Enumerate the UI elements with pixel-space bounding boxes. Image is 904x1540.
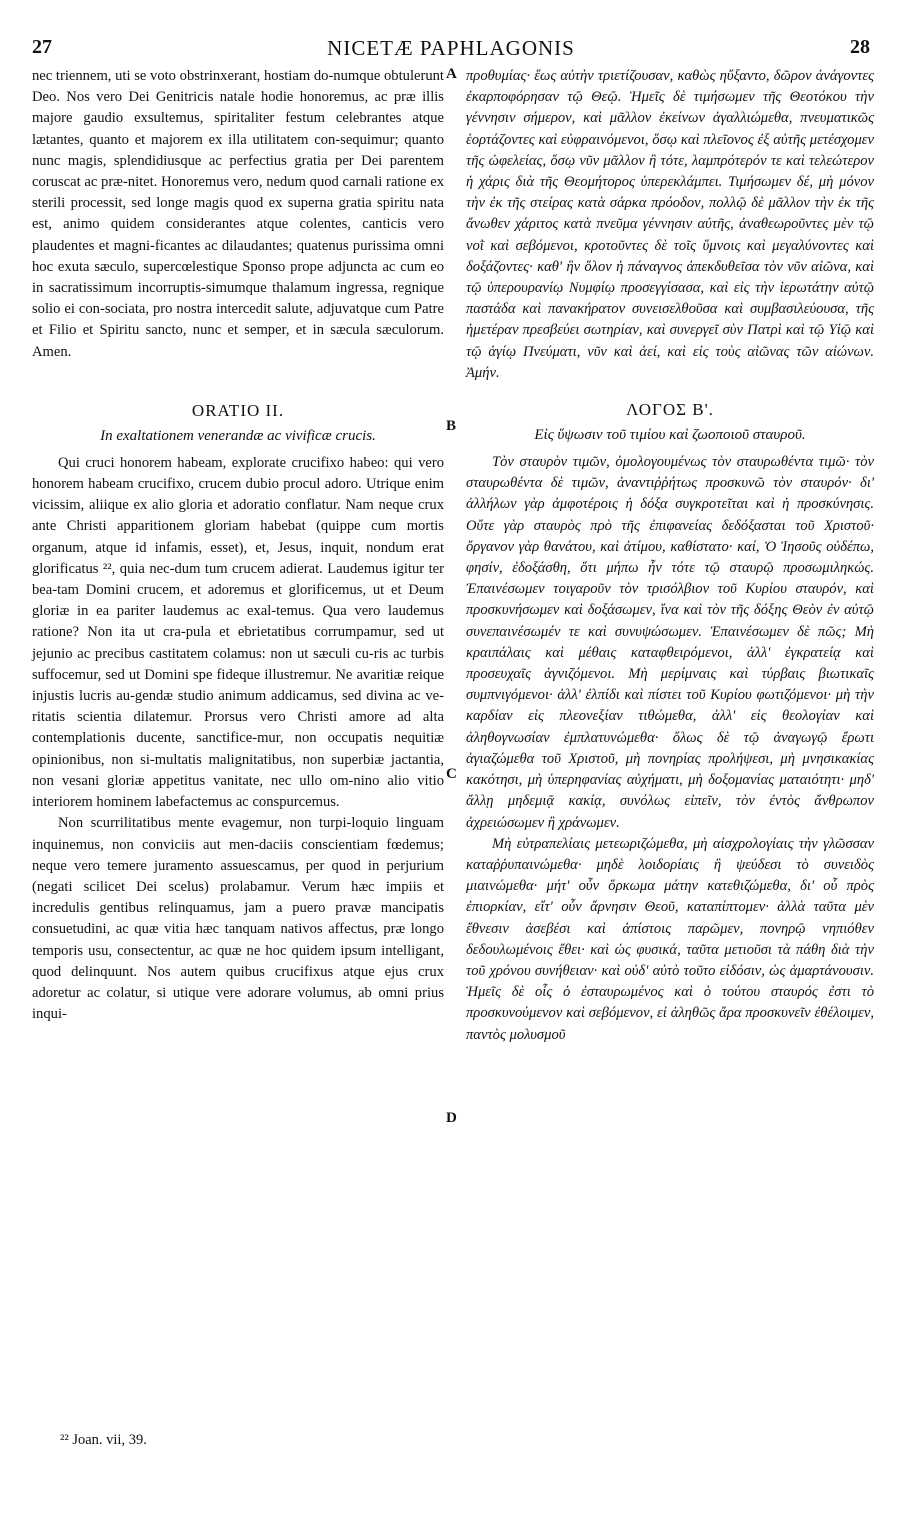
latin-intro-paragraph: nec triennem, uti se voto obstrinxerant, hostiam do-numque obtulerunt Deo. Nos vero Dei Genitricis natale hodie honoremus, ac præ illis majore gaudio exsultemus, spiritaliter festum celebrantes atque lætantes, quanto et majorem ex illa utilitatem con-sequimur; quanto nunc magis, splendidiusque ac perfectius gratia per Dei parentem coruscat ac præ-nitet. Honoremus vero, nedum quod carnali ratione ex sterili processit, sed longe magis quod ex superna gratia spiritu nata est, animo quidem considerantes atque colentes, canticis vero plaudentes et magni-ficantes ac dilaudantes; quatenus purissima omni hoc exuta sæculo, supercœlestique Sponso prope adjuncta ac cum eo in sacratissimum incorruptis-simumque thalamum ingressa, regnique solio ei con-sociata, pro nostra intercedit salute, adjuvatque cum Patre et Filio et Spiritu sancto, nunc et semper, et in sæcula sæculorum. Amen. (32, 68, 444, 360)
page-number-left: 27 (32, 36, 52, 58)
latin-paragraph-1: Qui cruci honorem habeam, explorate crucifixo habeo: qui vero honorem habeam crucifixo, crucem dubio procul adoro. Utrique enim vicissim, aliique ex alio gloria et adoratio conflatur. Nam neque crux ante Christi apparitionem gloriam habebat (quippe cum mortis organum, atque id infamis, esset), et, Jesus, inquit, nondum erat glorificatus ²², quia nec-dum tum crucem adierat. Laudemus igitur ter bea-tam Domini crucem, et adoremus et glorificemus, ut et Deum gloriæ in ea pariter laudemus ac exal-temus. Qua vero laudemus ratione? Non ita ut cra-pula et ebrietatibus corrumpamur, sed ut jejunio ac precibus castitatem colamus: non ut sæculi cu-ris ac turbis suffocemur, sed ut Domini spe fideque illustremur. Ne avaritiæ reique injustis lucris au-gendæ studio animum addicamus, sed divina ac ve-ritatis scientia dilatemur. Prorsus vero Christi amore ad alta contemplationis ducente, sanctifice-mur, non occupatis nequitiæ opinionibus, non si-multatis malignitatibus, non superbiæ jactantia, non vesani gloriæ appetitus vanitate, nec ullo om-nino alio vitio interiorem hominem labefactemus ac conspurcemus. (32, 454, 444, 811)
page-number-right: 28 (850, 36, 870, 58)
logos-subtitle: Εἰς ὕψωσιν τοῦ τιμίου καὶ ζωοποιοῦ σταυροῦ. (534, 427, 806, 444)
running-title: NICETÆ PAPHLAGONIS (327, 36, 575, 60)
greek-intro-paragraph: προθυμίας· ἕως αὐτὴν τριετίζουσαν, καθὼς ηὔξαντο, δῶρον ἀνάγοντες ἐκαρποφόρησαν τῷ Θεῷ. Ἡμεῖς δὲ τιμήσωμεν τῆς Θεοτόκου τὴν γέννησιν σήμερον, καὶ μᾶλλον ἐκείνων ἀγαλλιώμεθα, πνευματικῶς ἑορτάζοντες καὶ εὐφραινόμενοι, ὅσῳ καὶ πλεῖονος ἐξ αὐτῆς μετέσχομεν τῆς ὠφελείας, ὅσῳ νῦν μᾶλλον ἢ τότε, λαμπρότερόν τε καὶ τελεώτερον ἡ χάρις διὰ τῆς Θεομήτορος ὑπερεκλάμπει. Τιμήσωμεν δέ, μὴ μόνον τὴν ἐκ τῆς στείρας κατὰ σάρκα πρόοδον, πολλῷ δὲ μᾶλλον τὴν ἐκ τῆς ἄνωθεν χάριτος κατὰ πνεῦμα γέννησιν αὐτῆς, ἀναθεωροῦντες μὲν τῷ νοῒ καὶ σεβόμενοι, κροτοῦντες δὲ τοῖς ὕμνοις καὶ μεγαλύνοντες καὶ δοξάζοντες· καθ' ἣν ὅλον ἡ πάναγνος ἀπεκδυθεῖσα τὸν νῦν αἰῶνα, καὶ τῷ ὑπερουρανίῳ Νυμφίῳ προσεγγίσασα, καὶ εἰς τὴν ἱερωτάτην αὐτῷ παστάδα καὶ πανακήρατον συνεισελθοῦσα καὶ συμβασιλεύουσα, τῆς ἡμετέραν πρεσβεύει σωτηρίαν, καὶ συνεργεῖ σὺν Πατρὶ καὶ τῷ Υἱῷ καὶ τῷ ἁγίῳ Πνεύματι, νῦν καὶ ἀεί, καὶ εἰς τοὺς αἰῶνας τῶν αἰώνων. Ἀμήν. (466, 68, 874, 381)
latin-paragraph-2: Non scurrilitatibus mente evagemur, non turpi-loquio linguam inquinemus, non conviciis aut men-daciis conscientiam fœdemus; neque vero temere juramento assuescamus, per quod in perjurium (negati scilicet Dei scelus) prolabamur. Verum hæc impiis et incredulis gentibus relinquamus, jam a puero pravæ mancipatis consuetudini, ac quæ vitia hæc tanquam nativos affectus, præ longo temporis usu, consectentur, ac quæ ne hoc quidem ipsum intelligant, quod delinquunt. Nos autem quibus crucifixus atque ejus crux adoretur ac colatur, si utique vere adorare volumus, ab omni prius inqui- (32, 815, 444, 1023)
margin-letter-b: B (446, 418, 457, 434)
margin-letter-d: D (446, 1110, 457, 1126)
oratio-subtitle: In exaltationem venerandæ ac vivificæ crucis. (100, 427, 376, 444)
margin-letter-c: C (446, 766, 457, 782)
margin-letter-a: A (446, 66, 457, 82)
greek-column (466, 66, 874, 1046)
logos-title: ΛΟΓΟΣ Β'. (626, 400, 714, 420)
greek-paragraph-1: Τὸν σταυρὸν τιμῶν, ὁμολογουμένως τὸν σταυρωθέντα τιμῶ· τὸν σταυρωθέντα δὲ τιμῶν, ἀναντιῤῥήτως προσκυνῶ τὸν σταυρόν· δι' ἀλλήλων γὰρ ἀμφοτέροις ἡ δόξα συγκροτεῖται καὶ ἡ προσκύνησις. Οὔτε γὰρ σταυρὸς πρὸ τῆς ἐπιφανείας δεδόξασται τοῦ Χριστοῦ· ὄργανον γὰρ θανάτου, καὶ ἀτίμου, καθίστατο· καί, Ὁ Ἰησοῦς οὐδέπω, φησίν, ἐδοξάσθη, ὅτι μήπω ἦν τότε τῷ σταυρῷ προσωμιληκώς. Ἐπαινέσωμεν τοιγαροῦν τὸν τρισόλβιον τοῦ Κυρίου σταυρόν, καὶ προσκυνήσωμεν καὶ δοξάσωμεν, ἵνα καὶ τὸν τῆς δόξης Θεὸν ἐν αὐτῷ συνεπαινέσωμέν τε καὶ συνυψώσωμεν. Ἐπαινέσωμεν δὲ πῶς; Μὴ κραιπάλαις καὶ μέθαις καταφθειρόμενοι, ἀλλ' ἐγκρατείᾳ καὶ προσευχαῖς ἁγνιζόμενοι. Μὴ μερίμναις καὶ τύρβαις βιωτικαῖς συμπνιγόμενοι· ἀλλ' ἐλπίδι καὶ πίστει τοῦ Κυρίου φωτιζόμενοι· μὴ τὴν καρδίαν εἰς πλεονεξίαν τιθώμεθα, ἀλλ' εἰς θεολογίαν καὶ ἀληθογνωσίαν ἐμπλατυνώμεθα· ὅλως δὲ τῷ ἀναγωγῷ ἔρωτι ἁγιαζώμεθα τοῦ Χριστοῦ, μὴ πονηρίας προλήψεσι, μὴ μνησικακίας κακότησι, μὴ ὑπερηφανίας αὐχήματι, μὴ δοξομανίας ματαιότητι· μηδ' ἄλλῃ μηδεμιᾷ κακίᾳ, συνόλως εἰπεῖν, τὸν ἐντὸς ἄνθρωπον ἀχρειώσωμεν ἢ χράνωμεν. (466, 454, 874, 831)
page-header (32, 36, 870, 66)
latin-column (32, 66, 444, 1025)
greek-paragraph-2: Μὴ εὐτραπελίαις μετεωριζώμεθα, μὴ αἰσχρολογίαις τὴν γλῶσσαν καταῤῥυπαινώμεθα· μηδὲ λοιδορίαις ἢ ψεύδεσι τὸ συνειδὸς μιαινώμεθα· μήτ' οὖν ὅρκωμα μάτην κατεθιζώμεθα, δι' οὗ πρὸς ἐπιορκίαν, εἴτ' οὖν ἄρνησιν Θεοῦ, καταπίπτομεν· ἀλλὰ ταῦτα μὲν ἔθνεσιν ἀσεβέσι καὶ ἀπίστοις παρῶμεν, πονηρῷ νηπιόθεν δεδουλωμένοις ἔθει· καὶ ὡς φυσικά, ταῦτα μετιοῦσι τὰ πάθη διὰ τὴν τοῦ χρόνου συνήθειαν· καὶ οὐδ' αὐτὸ τοῦτο εἰδόσιν, ὡς ἁμαρτάνουσιν. Ἡμεῖς δὲ οἷς ὁ ἐσταυρωμένος καὶ ὁ τούτου σταυρός ἐστι τὸ προσκυνούμενον καὶ σεβόμενον, εἰ ἀληθῶς ἄρα προσκυνεῖν ἐθέλοιμεν, παντὸς μολυσμοῦ (466, 835, 874, 1043)
oratio-title: ORATIO II. (191, 400, 285, 420)
footnote: ²² Joan. vii, 39. (60, 1432, 147, 1448)
